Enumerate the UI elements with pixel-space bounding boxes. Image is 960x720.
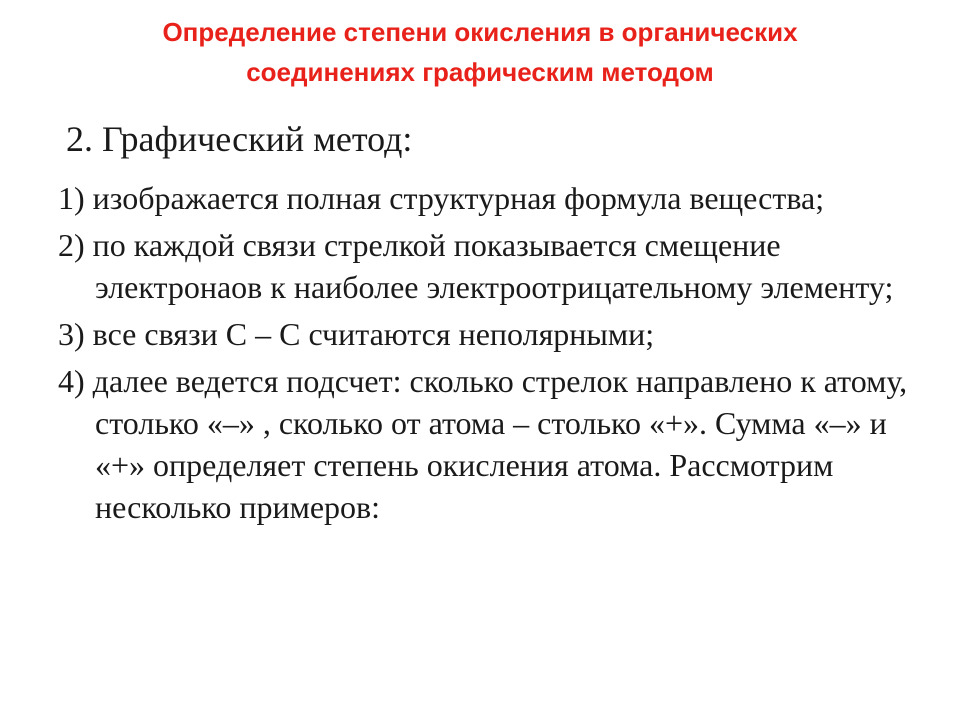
slide-title-line-1: Определение степени окисления в органических	[162, 17, 798, 47]
slide-title	[40, 12, 920, 92]
step-item-2: 2) по каждой связи стрелкой показывается смещение электронаов к наиболее электроотрицательному элементу;	[58, 227, 894, 305]
step-item-4: 4) далее ведется подсчет: сколько стрелок направлено к атому, столько «–» , сколько от атома – столько «+». Сумма «–» и «+» определяет степень окисления атома. Рассмотрим несколько примеров:	[58, 363, 908, 525]
slide-title-line-2: соединениях графическим методом	[246, 57, 714, 87]
step-item-1: 1) изображается полная структурная формула вещества;	[58, 180, 825, 216]
steps-list	[58, 177, 918, 533]
step-item-3: 3) все связи С – С считаются неполярными;	[58, 316, 655, 352]
section-heading: 2. Графический метод:	[66, 119, 413, 159]
